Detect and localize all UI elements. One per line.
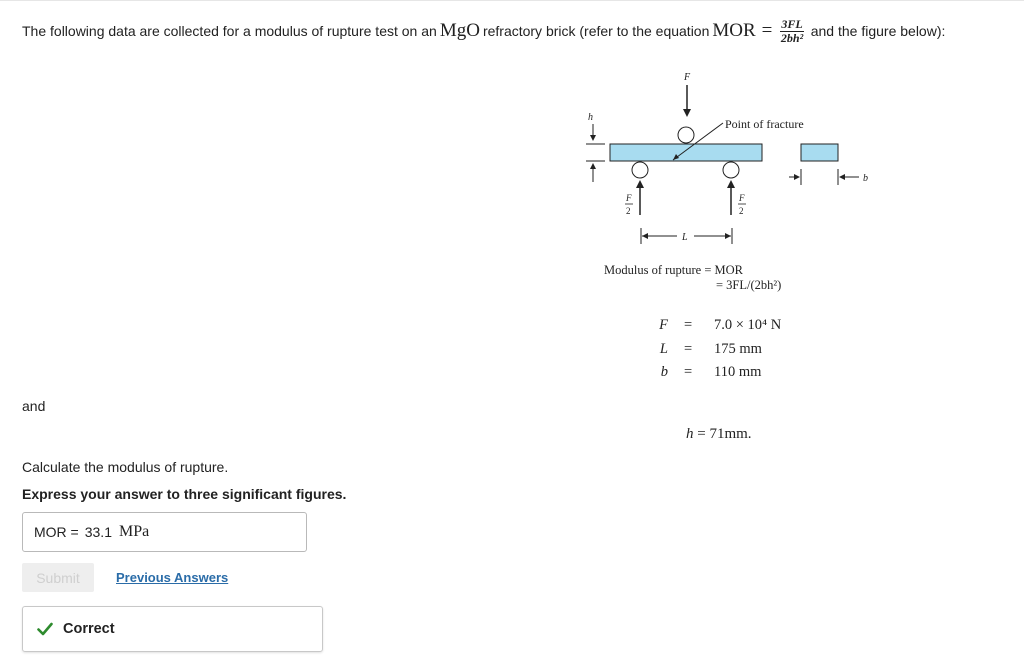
intro-text: The following data are collected for a modulus of rupture test on an bbox=[22, 23, 437, 39]
label-f-top: F bbox=[684, 72, 691, 83]
given-row-f bbox=[640, 317, 840, 339]
material-name: MgO bbox=[439, 20, 480, 41]
label-right-2: 2 bbox=[739, 206, 744, 216]
checkmark-icon bbox=[37, 622, 53, 636]
answer-value[interactable]: 33.1 bbox=[84, 524, 112, 540]
given-row-b bbox=[640, 364, 840, 386]
given-symbol: L bbox=[659, 341, 668, 357]
calculate-prompt: Calculate the modulus of rupture. bbox=[22, 459, 229, 475]
given-value: 7.0 × 10⁴ N bbox=[714, 317, 782, 333]
caption-line-2: = 3FL/(2bh²) bbox=[716, 278, 782, 292]
previous-answers-link[interactable]: Previous Answers bbox=[116, 570, 229, 585]
label-point-of-fracture: Point of fracture bbox=[725, 117, 804, 131]
h-value: = 71mm. bbox=[693, 426, 752, 442]
given-symbol: F bbox=[659, 317, 668, 333]
feedback-text: Correct bbox=[63, 621, 115, 637]
top-roller bbox=[678, 127, 694, 143]
l-dim-right-head bbox=[725, 233, 731, 239]
figure-caption bbox=[604, 263, 781, 293]
h-given bbox=[686, 426, 752, 443]
load-arrow-head bbox=[683, 109, 691, 117]
label-h: h bbox=[588, 112, 593, 123]
right-reaction-head bbox=[727, 180, 735, 188]
label-right-f: F bbox=[739, 193, 745, 203]
given-value: 110 mm bbox=[714, 364, 762, 380]
top-divider bbox=[0, 0, 1024, 1]
given-equals: = bbox=[684, 341, 693, 357]
given-equals: = bbox=[684, 364, 693, 380]
b-arrow-left-head bbox=[794, 174, 800, 180]
left-reaction-head bbox=[636, 180, 644, 188]
feedback-correct bbox=[22, 606, 323, 652]
l-dim-left-head bbox=[642, 233, 648, 239]
submit-button[interactable]: Submit bbox=[22, 563, 94, 592]
b-arrow-right-head bbox=[839, 174, 845, 180]
answer-label: MOR = bbox=[34, 524, 79, 540]
answer-unit: MPa bbox=[118, 523, 150, 540]
mor-fraction bbox=[780, 18, 803, 45]
three-point-bend-diagram bbox=[575, 68, 885, 253]
caption-line-1: Modulus of rupture = MOR bbox=[604, 263, 743, 277]
given-row-l bbox=[640, 341, 840, 363]
problem-statement bbox=[22, 14, 945, 48]
given-symbol: b bbox=[660, 364, 668, 380]
right-roller bbox=[723, 162, 739, 178]
given-value: 175 mm bbox=[714, 341, 762, 357]
left-roller bbox=[632, 162, 648, 178]
mor-symbol: MOR bbox=[712, 20, 756, 41]
beam-cross-section bbox=[801, 144, 838, 161]
label-left-f: F bbox=[626, 193, 632, 203]
label-l: L bbox=[682, 232, 688, 243]
fraction-denominator: 2bh² bbox=[780, 30, 804, 45]
beam bbox=[610, 144, 762, 161]
answer-input[interactable] bbox=[22, 512, 307, 552]
mid-text: refractory brick (refer to the equation bbox=[482, 23, 710, 39]
label-b: b bbox=[863, 173, 868, 184]
equals-sign: = bbox=[761, 20, 773, 41]
fraction-numerator: 3FL bbox=[781, 16, 803, 31]
label-left-2: 2 bbox=[626, 206, 631, 216]
h-arrow-top-head bbox=[590, 135, 596, 141]
outro-text: and the figure below): bbox=[810, 23, 946, 39]
given-equals: = bbox=[684, 317, 693, 333]
express-instruction: Express your answer to three significant figures. bbox=[22, 486, 347, 502]
h-symbol: h bbox=[686, 426, 694, 442]
and-text: and bbox=[22, 398, 46, 414]
